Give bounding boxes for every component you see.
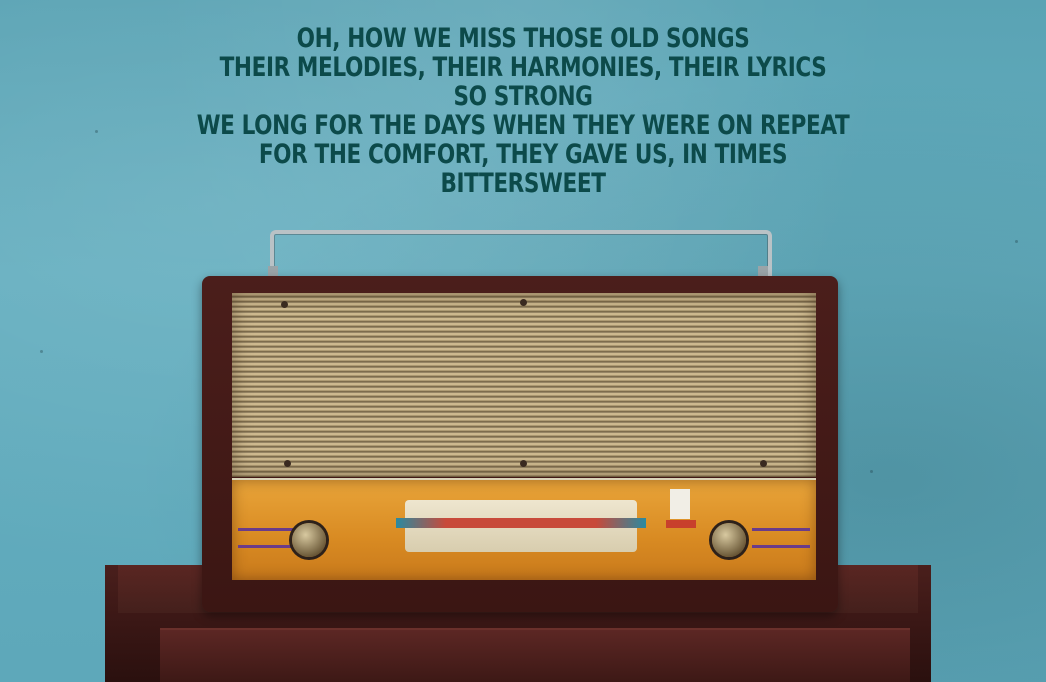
panel-stripe <box>752 545 810 548</box>
volume-knob <box>292 523 326 557</box>
wall-speck <box>40 350 43 353</box>
poem-line: BITTERSWEET <box>440 168 606 199</box>
wall-speck <box>1015 240 1018 243</box>
poem-line: THEIR MELODIES, THEIR HARMONIES, THEIR LYRICS <box>219 52 827 83</box>
grille-screw <box>520 299 527 306</box>
tuning-knob <box>712 523 746 557</box>
cabinet-drawer <box>160 628 910 682</box>
panel-label <box>670 489 690 519</box>
grille-screw <box>520 460 527 467</box>
wall-speck <box>870 470 873 473</box>
panel-marker <box>666 520 696 528</box>
poem-line: FOR THE COMFORT, THEY GAVE US, IN TIMES <box>258 139 788 170</box>
radio-handle <box>270 230 772 278</box>
panel-stripe <box>238 545 293 548</box>
grille-screw <box>760 460 767 467</box>
panel-stripe <box>752 528 810 531</box>
dial-scale <box>396 518 646 528</box>
grille-screw <box>281 301 288 308</box>
poem-line: WE LONG FOR THE DAYS WHEN THEY WERE ON REPEAT <box>196 110 850 141</box>
poem-text <box>0 24 1046 198</box>
grille-screw <box>284 460 291 467</box>
poem-line: OH, HOW WE MISS THOSE OLD SONGS <box>296 23 750 54</box>
panel-stripe <box>238 528 293 531</box>
poem-line: SO STRONG <box>453 81 593 112</box>
speaker-grille <box>232 293 816 477</box>
